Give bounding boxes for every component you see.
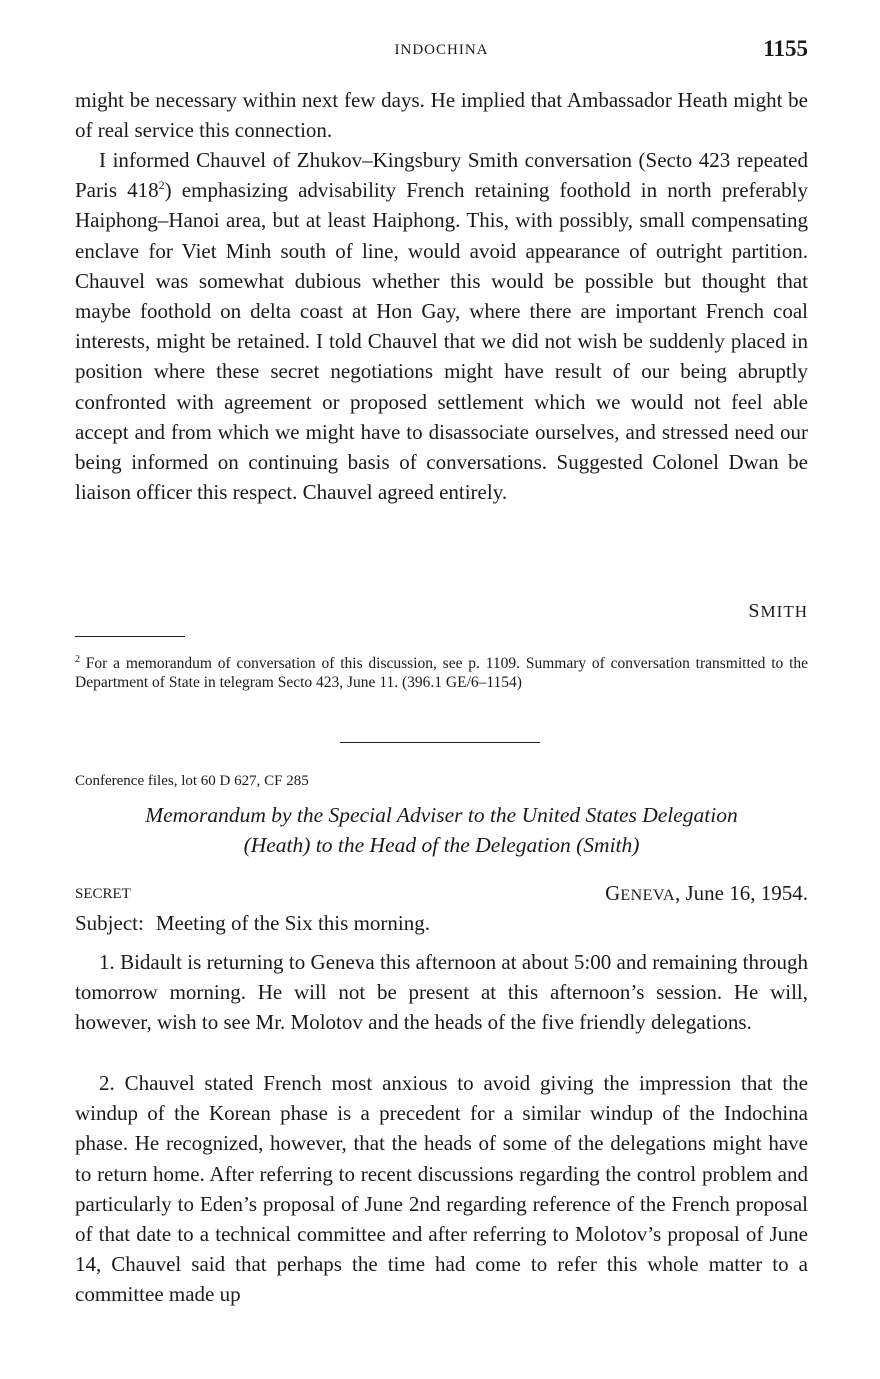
paragraph-continuation: might be necessary within next few days. He implied that Ambassador Heath might be of real service this connection. bbox=[75, 88, 808, 143]
file-reference: Conference files, lot 60 D 627, CF 285 bbox=[75, 773, 309, 789]
page-number: 1155 bbox=[763, 36, 808, 61]
running-title: INDOCHINA bbox=[394, 42, 489, 58]
subject-label: Subject: bbox=[75, 911, 144, 935]
footnote-text: For a memorandum of conversation of this discussion, see p. 1109. Summary of conversation transmitted to the Department of State in telegram Secto 423, June 11. (396.1 GE/6–1154) bbox=[75, 655, 808, 691]
numbered-paragraph-1: 1. Bidault is returning to Geneva this afternoon at about 5:00 and remaining through tomorrow morning. He will not be present at this afternoon’s session. He will, however, wish to see Mr. Molotov and the heads of the five friendly delegations. bbox=[75, 950, 808, 1035]
document-title bbox=[75, 800, 808, 860]
signature: SMITH bbox=[748, 600, 808, 622]
footnote bbox=[75, 654, 808, 692]
running-header bbox=[75, 36, 808, 66]
paragraph-chauvel-conversation bbox=[75, 145, 808, 507]
numbered-paragraph-2: 2. Chauvel stated French most anxious to avoid giving the impression that the windup of the Korean phase is a precedent for a similar windup of the Indochina phase. He recognized, however, that the heads of some of the delegations might have to return home. After referring to recent discussions regarding the control problem and particularly to Eden’s proposal of June 2nd regarding reference of the French proposal of that date to a technical committee and after referring to Molotov’s proposal of June 14, Chauvel said that perhaps the time had come to refer this whole matter to a committee made up bbox=[75, 1071, 808, 1307]
section-divider bbox=[340, 742, 540, 743]
footnote-divider bbox=[75, 636, 185, 637]
footnote-marker: 2 bbox=[75, 653, 80, 665]
paragraph-text-before-footnote: I informed Chauvel of Zhukov–Kingsbury Smith conversation (Secto 423 repeated Paris 418 bbox=[75, 148, 808, 203]
classification-label: SECRET bbox=[75, 886, 131, 902]
footnote-reference: 2 bbox=[158, 178, 165, 193]
date-text: , June 16, 1954. bbox=[675, 881, 808, 905]
document-title-line-2: (Heath) to the Head of the Delegation (Smith) bbox=[243, 833, 640, 857]
subject-text: Meeting of the Six this morning. bbox=[155, 911, 430, 935]
document-title-line-1: Memorandum by the Special Adviser to the United States Delegation bbox=[145, 803, 738, 827]
subject-line bbox=[75, 911, 430, 936]
dateline: GENEVA, June 16, 1954. bbox=[605, 881, 808, 905]
paragraph-text-after-footnote: ) emphasizing advisability French retaining foothold in north preferably Haiphong–Hanoi area, but at least Haiphong. This, with possibly, small compensating enclave for Viet Minh south of line, would avoid appearance of outright partition. Chauvel was somewhat dubious whether this would be possible but thought that maybe foothold on delta coast at Hon Gay, where there are important French coal interests, might be retained. I told Chauvel that we did not wish be suddenly placed in position where these secret negotiations might have result of our being abruptly confronted with agreement or proposed settlement which we would not feel able accept and from which we might have to disassociate ourselves, and stressed need our being informed on continuing basis of conversations. Suggested Colonel Dwan be liaison officer this respect. Chauvel agreed entirely. bbox=[75, 178, 809, 505]
